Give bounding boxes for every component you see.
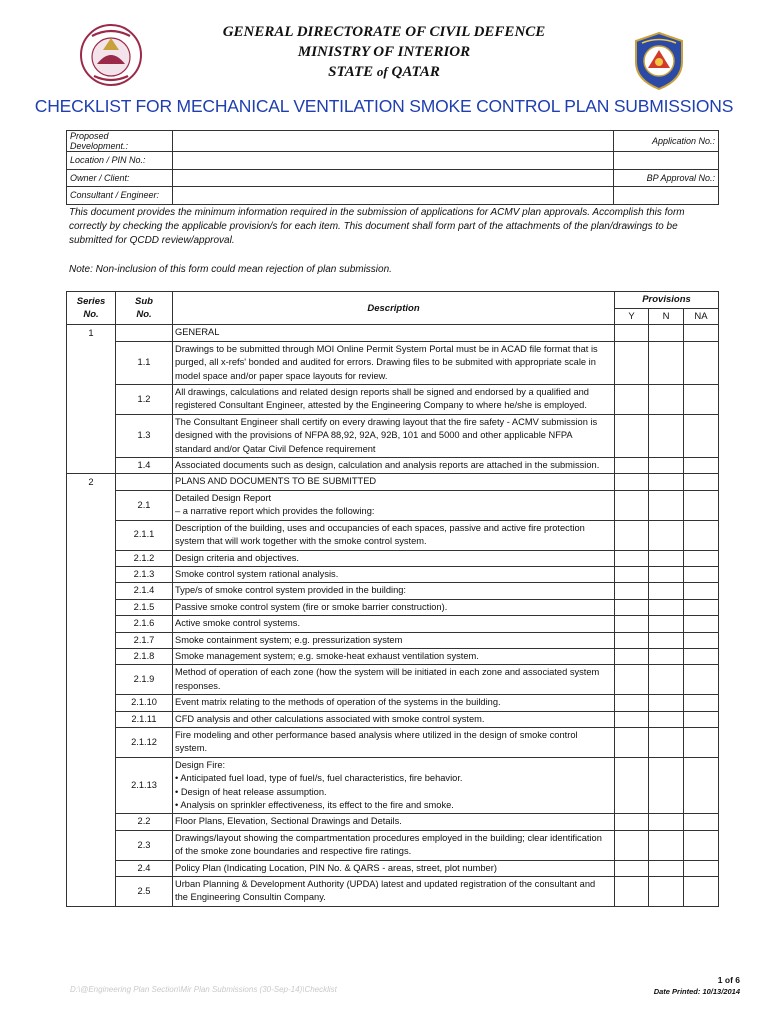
- description-cell: [173, 385, 615, 415]
- provision-na-checkbox[interactable]: [684, 632, 719, 648]
- description-cell: [173, 648, 615, 664]
- series-no-cell: [67, 727, 116, 757]
- location-pin-label: Location / PIN No.:: [67, 152, 173, 170]
- provision-na-checkbox[interactable]: [684, 566, 719, 582]
- sub-no-cell: 2.1.9: [116, 665, 173, 695]
- provision-n-checkbox[interactable]: [649, 830, 684, 860]
- table-row: [67, 830, 719, 860]
- table-row: [67, 877, 719, 907]
- provision-n-checkbox[interactable]: [649, 877, 684, 907]
- provision-y-checkbox[interactable]: [615, 520, 649, 550]
- provision-n-checkbox[interactable]: [649, 385, 684, 415]
- table-row: [67, 757, 719, 814]
- provision-na-checkbox[interactable]: [684, 414, 719, 457]
- provision-n-checkbox[interactable]: [649, 414, 684, 457]
- description-line: Drawings to be submitted through MOI Online Permit System Portal must be in ACAD file format that is: [175, 343, 598, 354]
- series-no-cell: [67, 695, 116, 711]
- sub-no-cell: [116, 325, 173, 341]
- series-no-cell: [67, 385, 116, 415]
- description-line: Fire modeling and other performance based analysis where utilized in the design of smoke control: [175, 729, 578, 740]
- provision-na-header: NA: [684, 309, 719, 325]
- table-row: [67, 520, 719, 550]
- provision-na-checkbox[interactable]: [684, 830, 719, 860]
- description-line: system that will work together with the smoke control system.: [175, 536, 427, 547]
- owner-client-label: Owner / Client:: [67, 169, 173, 187]
- series-no-cell: [67, 550, 116, 566]
- description-line: Detailed Design Report: [175, 492, 272, 503]
- table-row: [67, 727, 719, 757]
- series-no-cell: [67, 616, 116, 632]
- owner-client-field[interactable]: [173, 169, 614, 187]
- table-row: [67, 385, 719, 415]
- sub-no-cell: 2.1.2: [116, 550, 173, 566]
- provision-na-checkbox[interactable]: [684, 648, 719, 664]
- description-line: standard and/or Qatar Civil Defence requirement: [175, 443, 376, 454]
- provision-na-checkbox[interactable]: [684, 341, 719, 384]
- table-row: [67, 814, 719, 830]
- series-no-cell: [67, 599, 116, 615]
- description-cell: [173, 695, 615, 711]
- description-line: Description of the building, uses and occupancies of each spaces, passive and active fire protection: [175, 522, 585, 533]
- table-row: [67, 550, 719, 566]
- table-row: [67, 599, 719, 615]
- provision-na-checkbox[interactable]: [684, 695, 719, 711]
- table-row: [67, 711, 719, 727]
- provision-na-checkbox[interactable]: [684, 385, 719, 415]
- description-line: – a narrative report which provides the following:: [175, 506, 375, 517]
- provision-na-checkbox[interactable]: [684, 757, 719, 814]
- description-cell: [173, 414, 615, 457]
- description-cell: [173, 490, 615, 520]
- description-line: Passive smoke control system (fire or smoke barrier construction).: [175, 601, 448, 612]
- description-cell: [173, 860, 615, 876]
- sub-no-cell: 1.2: [116, 385, 173, 415]
- series-no-cell: [67, 490, 116, 520]
- description-cell: [173, 877, 615, 907]
- provision-na-checkbox[interactable]: [684, 550, 719, 566]
- description-line: PLANS AND DOCUMENTS TO BE SUBMITTED: [175, 476, 377, 487]
- section-row: [67, 325, 719, 341]
- provision-n-checkbox[interactable]: [649, 520, 684, 550]
- provision-n-checkbox[interactable]: [649, 566, 684, 582]
- sub-no-cell: 2.1.4: [116, 583, 173, 599]
- provision-y-checkbox: [615, 474, 649, 490]
- provision-y-checkbox[interactable]: [615, 566, 649, 582]
- provision-na-checkbox[interactable]: [684, 520, 719, 550]
- description-cell: [173, 520, 615, 550]
- sub-no-cell: 2.1.1: [116, 520, 173, 550]
- series-no-cell: [67, 583, 116, 599]
- description-line: model space and/or paper space layouts for review.: [175, 370, 388, 381]
- table-row: [67, 458, 719, 474]
- series-no-cell: [67, 520, 116, 550]
- header-block: [0, 22, 768, 82]
- application-no-label: Application No.:: [614, 131, 719, 152]
- description-cell: [173, 616, 615, 632]
- provision-y-checkbox[interactable]: [615, 648, 649, 664]
- provision-y-checkbox[interactable]: [615, 550, 649, 566]
- note-paragraph: Note: Non-inclusion of this form could mean rejection of plan submission.: [69, 264, 392, 275]
- provision-y-checkbox[interactable]: [615, 490, 649, 520]
- series-no-cell: [67, 566, 116, 582]
- provision-y-checkbox[interactable]: [615, 877, 649, 907]
- provision-n-checkbox[interactable]: [649, 695, 684, 711]
- provision-n-checkbox[interactable]: [649, 599, 684, 615]
- description-line: Smoke control system rational analysis.: [175, 568, 339, 579]
- sub-no-cell: [116, 474, 173, 490]
- sub-no-cell: 2.1.5: [116, 599, 173, 615]
- series-no-cell: [67, 814, 116, 830]
- consultant-engineer-field[interactable]: [173, 187, 614, 205]
- project-info-table: [66, 130, 719, 205]
- sub-no-cell: 2.1.13: [116, 757, 173, 814]
- series-no-cell: [67, 414, 116, 457]
- provision-y-checkbox[interactable]: [615, 616, 649, 632]
- series-no-cell: [67, 665, 116, 695]
- sub-no-cell: 2.1.12: [116, 727, 173, 757]
- description-line: system.: [175, 743, 208, 754]
- description-cell: [173, 814, 615, 830]
- checklist-title: CHECKLIST FOR MECHANICAL VENTILATION SMOKE CONTROL PLAN SUBMISSIONS: [34, 96, 734, 116]
- provision-n-checkbox[interactable]: [649, 860, 684, 876]
- sub-no-cell: 2.1.10: [116, 695, 173, 711]
- provision-y-checkbox[interactable]: [615, 814, 649, 830]
- series-no-cell: [67, 632, 116, 648]
- state-word: STATE: [328, 64, 377, 80]
- section-row: [67, 474, 719, 490]
- description-cell: [173, 550, 615, 566]
- provision-n-checkbox[interactable]: [649, 490, 684, 520]
- description-cell: [173, 632, 615, 648]
- checklist-body: [67, 325, 719, 906]
- description-line: purged, all x-refs' bonded and audited for errors. Drawing files to be submited with appropriate scale in: [175, 357, 596, 368]
- provision-na-checkbox[interactable]: [684, 490, 719, 520]
- ministry-title: MINISTRY OF INTERIOR: [297, 44, 471, 60]
- provision-n-checkbox[interactable]: [649, 458, 684, 474]
- series-no-cell: [67, 877, 116, 907]
- series-no-cell: [67, 341, 116, 384]
- table-row: [67, 490, 719, 520]
- provision-y-checkbox[interactable]: [615, 632, 649, 648]
- provision-n-checkbox[interactable]: [649, 341, 684, 384]
- sub-no-cell: 1.3: [116, 414, 173, 457]
- table-row: [67, 566, 719, 582]
- consultant-engineer-label: Consultant / Engineer:: [67, 187, 173, 205]
- description-line: Method of operation of each zone (how the system will be initiated in each zone and associated system: [175, 667, 600, 678]
- provision-n-checkbox[interactable]: [649, 757, 684, 814]
- provision-n-checkbox[interactable]: [649, 648, 684, 664]
- provision-y-checkbox[interactable]: [615, 385, 649, 415]
- provision-n-checkbox: [649, 325, 684, 341]
- provision-n-checkbox[interactable]: [649, 814, 684, 830]
- description-line: Associated documents such as design, calculation and analysis reports are attached in the submission.: [175, 460, 600, 471]
- description-line: • Anticipated fuel load, type of fuel/s, fuel characteristics, fire behavior.: [175, 773, 463, 784]
- provision-na-checkbox[interactable]: [684, 583, 719, 599]
- section-title-cell: [173, 325, 615, 341]
- section-title-cell: [173, 474, 615, 490]
- description-line: The Consultant Engineer shall certify on every drawing layout that the fire safety - ACMV submission is: [175, 416, 598, 427]
- description-line: Design Fire:: [175, 759, 226, 770]
- description-line: the Engineering Consultin Company.: [175, 892, 326, 903]
- description-line: Smoke management system; e.g. smoke-heat exhaust ventilation system.: [175, 650, 479, 661]
- checklist-table: [66, 291, 719, 907]
- provision-na-checkbox[interactable]: [684, 860, 719, 876]
- proposed-development-label: Proposed Development.:: [67, 131, 173, 152]
- sub-no-cell: 2.1.8: [116, 648, 173, 664]
- series-no-cell: [67, 757, 116, 814]
- sub-no-cell: 2.3: [116, 830, 173, 860]
- description-cell: [173, 757, 615, 814]
- sub-no-cell: 2.1: [116, 490, 173, 520]
- provision-y-checkbox: [615, 325, 649, 341]
- bp-approval-field[interactable]: [614, 187, 719, 205]
- state-of-word: of: [376, 64, 388, 79]
- provision-y-checkbox[interactable]: [615, 599, 649, 615]
- table-row: [67, 695, 719, 711]
- description-line: Active smoke control systems.: [175, 618, 301, 629]
- provision-y-checkbox[interactable]: [615, 458, 649, 474]
- series-no-cell: 2: [67, 474, 116, 490]
- description-cell: [173, 727, 615, 757]
- series-no-cell: [67, 711, 116, 727]
- description-line: responses.: [175, 680, 221, 691]
- description-cell: [173, 599, 615, 615]
- page-number: 1 of 6: [717, 975, 740, 985]
- description-cell: [173, 458, 615, 474]
- description-line: All drawings, calculations and related design reports shall be signed and endorsed by a qualified and: [175, 387, 589, 398]
- provision-na-checkbox[interactable]: [684, 727, 719, 757]
- series-no-cell: [67, 648, 116, 664]
- directorate-title: GENERAL DIRECTORATE OF CIVIL DEFENCE: [222, 24, 546, 40]
- description-cell: [173, 830, 615, 860]
- series-no-cell: [67, 830, 116, 860]
- sub-no-cell: 2.5: [116, 877, 173, 907]
- description-line: designed with the provisions of NFPA 88,92, 92A, 92B, 101 and 5000 and other applicable NFPA: [175, 430, 573, 441]
- provision-y-checkbox[interactable]: [615, 665, 649, 695]
- table-row: [67, 616, 719, 632]
- description-line: registered Consultant Engineer, attested by the Engineering Company to where he/she is employed.: [175, 400, 587, 411]
- provision-y-checkbox[interactable]: [615, 727, 649, 757]
- description-cell: [173, 583, 615, 599]
- provision-na-checkbox[interactable]: [684, 877, 719, 907]
- intro-paragraph: This document provides the minimum information required in the submission of applications for ACMV plan approvals. Accomplish this form correctly by checking the applicable provision/s for each item. This document shall form part of the attachments of the plan/drawings to be submitted for QCDD review/approval.: [69, 207, 685, 246]
- table-row: [67, 648, 719, 664]
- description-line: Floor Plans, Elevation, Sectional Drawings and Details.: [175, 816, 402, 827]
- provision-n-checkbox[interactable]: [649, 583, 684, 599]
- provision-n-checkbox[interactable]: [649, 632, 684, 648]
- description-line: Drawings/layout showing the compartmentation procedures employed in the building; clear identification: [175, 832, 602, 843]
- table-row: [67, 341, 719, 384]
- sub-no-cell: 2.1.11: [116, 711, 173, 727]
- series-no-cell: [67, 458, 116, 474]
- provision-n-checkbox[interactable]: [649, 665, 684, 695]
- table-row: [67, 632, 719, 648]
- bp-approval-label: BP Approval No.:: [614, 169, 719, 187]
- sub-no-cell: 2.1.7: [116, 632, 173, 648]
- provision-y-checkbox[interactable]: [615, 830, 649, 860]
- provision-n-checkbox[interactable]: [649, 727, 684, 757]
- description-line: Smoke containment system; e.g. pressurization system: [175, 634, 403, 645]
- description-line: • Analysis on sprinkler effectiveness, its effect to the fire and smoke.: [175, 800, 454, 810]
- table-row: [67, 583, 719, 599]
- description-cell: [173, 665, 615, 695]
- sub-no-cell: 1.1: [116, 341, 173, 384]
- provisions-header: Provisions: [615, 292, 719, 309]
- description-cell: [173, 566, 615, 582]
- sub-no-cell: 2.4: [116, 860, 173, 876]
- description-cell: [173, 711, 615, 727]
- provision-n-checkbox: [649, 474, 684, 490]
- proposed-development-field[interactable]: [173, 131, 614, 152]
- series-no-cell: 1: [67, 325, 116, 341]
- description-line: • Design of heat release assumption.: [175, 786, 327, 797]
- description-line: Design criteria and objectives.: [175, 552, 300, 563]
- provision-y-checkbox[interactable]: [615, 695, 649, 711]
- description-header: Description: [173, 292, 615, 325]
- provision-n-checkbox[interactable]: [649, 616, 684, 632]
- provision-na-checkbox[interactable]: [684, 458, 719, 474]
- provision-y-checkbox[interactable]: [615, 414, 649, 457]
- date-printed: Date Printed: 10/13/2014: [653, 987, 740, 996]
- location-pin-field[interactable]: [173, 152, 614, 170]
- description-line: CFD analysis and other calculations associated with smoke control system.: [175, 713, 485, 724]
- description-line: Policy Plan (Indicating Location, PIN No. & QARS - areas, street, plot number): [175, 862, 497, 873]
- table-row: [67, 414, 719, 457]
- provision-y-checkbox[interactable]: [615, 711, 649, 727]
- provision-y-checkbox[interactable]: [615, 860, 649, 876]
- series-header: Series No.: [67, 292, 116, 325]
- sub-no-cell: 2.2: [116, 814, 173, 830]
- provision-y-checkbox[interactable]: [615, 583, 649, 599]
- description-line: Event matrix relating to the methods of operation of the systems in the building.: [175, 697, 501, 708]
- description-line: GENERAL: [175, 327, 220, 338]
- table-row: [67, 860, 719, 876]
- provision-na-checkbox[interactable]: [684, 665, 719, 695]
- provision-na-checkbox[interactable]: [684, 711, 719, 727]
- provision-na-checkbox: [684, 474, 719, 490]
- sub-no-cell: 2.1.6: [116, 616, 173, 632]
- application-no-field[interactable]: [614, 152, 719, 170]
- sub-header: Sub No.: [116, 292, 173, 325]
- provision-y-checkbox[interactable]: [615, 757, 649, 814]
- table-row: [67, 665, 719, 695]
- provision-na-checkbox[interactable]: [684, 814, 719, 830]
- provision-na-checkbox[interactable]: [684, 616, 719, 632]
- provision-n-checkbox[interactable]: [649, 550, 684, 566]
- sub-no-cell: 1.4: [116, 458, 173, 474]
- provision-n-checkbox[interactable]: [649, 711, 684, 727]
- description-line: Type/s of smoke control system provided in the building:: [175, 585, 406, 596]
- file-path: D:\@Engineering Plan Section\Mir Plan Submissions (30-Sep-14)\Checklist: [70, 985, 337, 994]
- provision-na-checkbox[interactable]: [684, 599, 719, 615]
- description-line: Urban Planning & Development Authority (UPDA) latest and updated registration of the consultant and: [175, 879, 596, 890]
- sub-no-cell: 2.1.3: [116, 566, 173, 582]
- description-cell: [173, 341, 615, 384]
- state-qatar-word: QATAR: [387, 64, 440, 80]
- provision-na-checkbox: [684, 325, 719, 341]
- state-title: [0, 62, 768, 82]
- provision-y-header: Y: [615, 309, 649, 325]
- provision-n-header: N: [649, 309, 684, 325]
- series-no-cell: [67, 860, 116, 876]
- provision-y-checkbox[interactable]: [615, 341, 649, 384]
- description-line: of the smoke zone boundaries and respective fire ratings.: [175, 846, 412, 857]
